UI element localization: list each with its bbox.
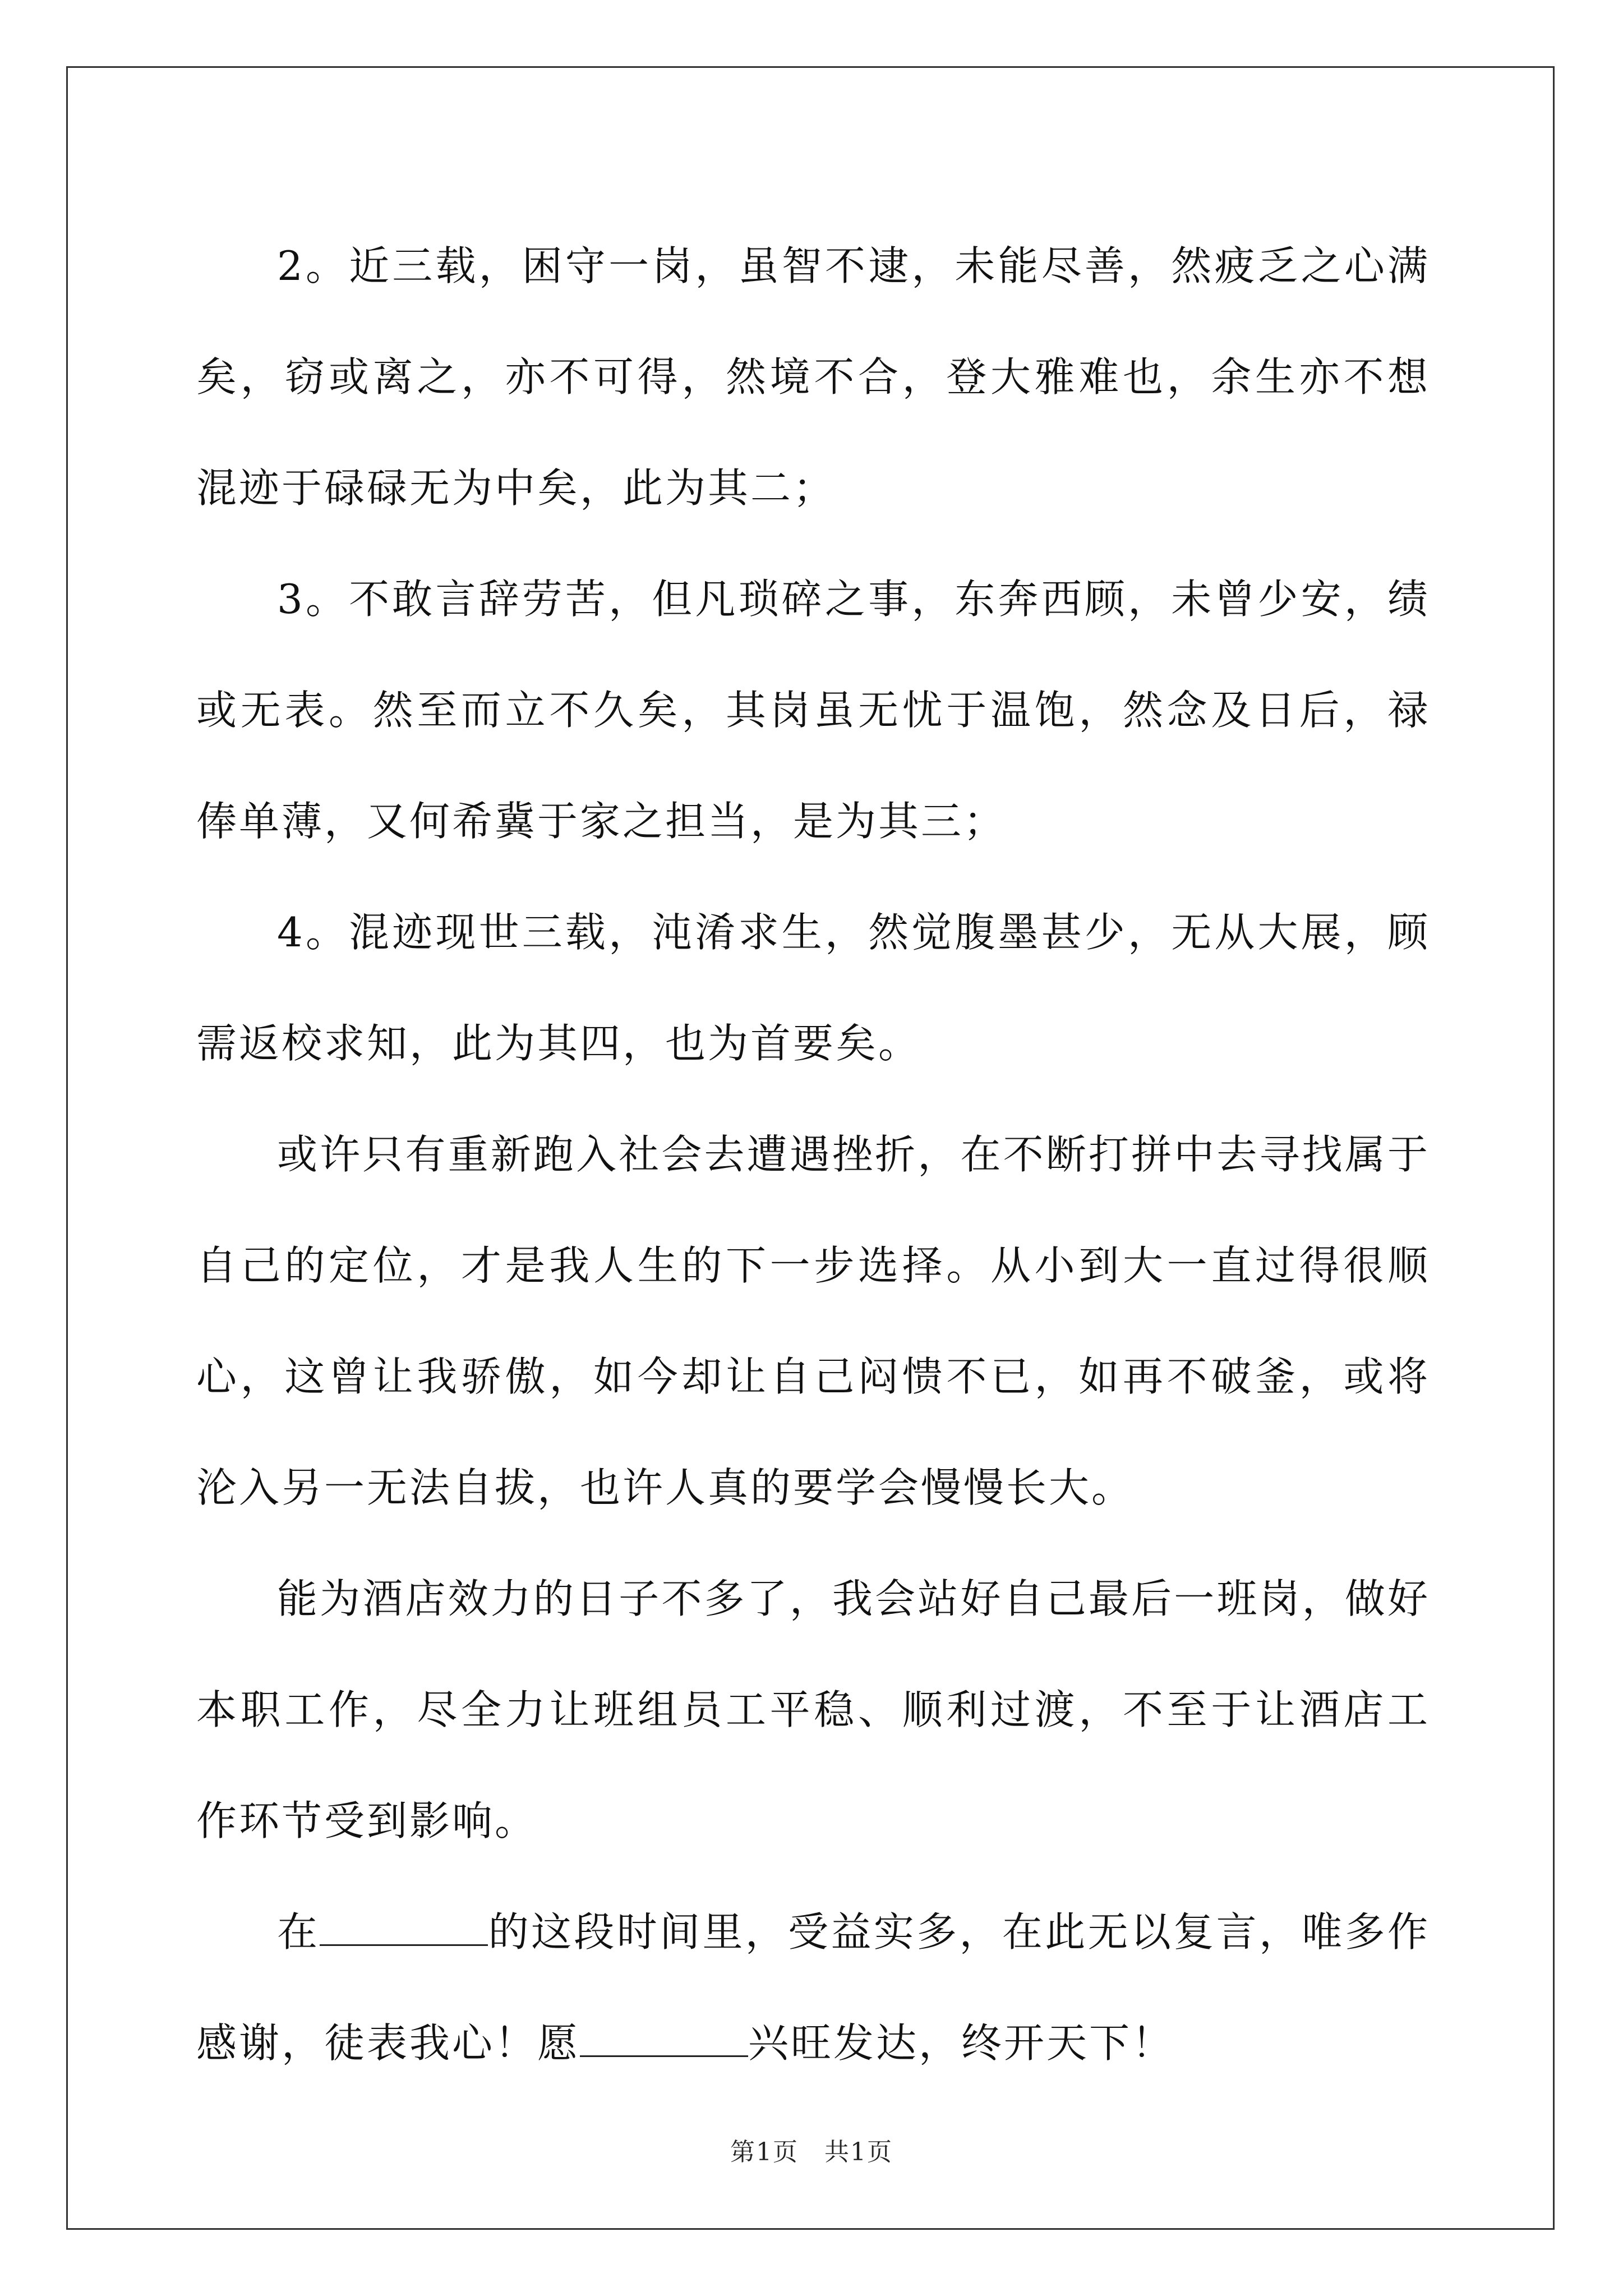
paragraph-reflection: 或许只有重新跑入社会去遭遇挫折，在不断打拼中去寻找属于自己的定位，才是我人生的下一步选择。从小到大一直过得很顺心，这曾让我骄傲，如今却让自己闷愦不已，如再不破釜，或将沦入另一无法自拔，也许人真的要学会慢慢长大。 xyxy=(196,1131,1430,1511)
page-footer: 第1页 共1页 xyxy=(730,2138,893,2166)
document-body xyxy=(196,210,1430,2099)
closing-text-middle: 的这段时间里，受益实多，在此无以复言，唯多作感谢，徒表我心！愿 xyxy=(196,1908,1430,2067)
blank-company-name-2 xyxy=(580,2015,748,2057)
blank-company-name-1 xyxy=(320,1904,488,1946)
paragraph-reason-2: 2。近三载，困守一岗，虽智不逮，未能尽善，然疲乏之心满矣，窃或离之，亦不可得，然境不合，登大雅难也，余生亦不想混迹于碌碌无为中矣，此为其二； xyxy=(196,242,1430,512)
paragraph-reason-3: 3。不敢言辞劳苦，但凡琐碎之事，东奔西顾，未曾少安，绩或无表。然至而立不久矣，其岗虽无忧于温饱，然念及日后，禄俸单薄，又何希冀于家之担当，是为其三； xyxy=(196,576,1430,845)
closing-text-end: 兴旺发达，终开天下！ xyxy=(748,2019,1175,2067)
paragraph-reason-4: 4。混迹现世三载，沌淆求生，然觉腹墨甚少，无从大展，顾需返校求知，此为其四，也为首要矣。 xyxy=(196,909,1430,1067)
paragraph-closing xyxy=(196,1876,1430,2099)
closing-text-start: 在 xyxy=(277,1908,320,1955)
paragraph-commitment: 能为酒店效力的日子不多了，我会站好自己最后一班岗，做好本职工作，尽全力让班组员工平稳、顺利过渡，不至于让酒店工作环节受到影响。 xyxy=(196,1575,1430,1844)
